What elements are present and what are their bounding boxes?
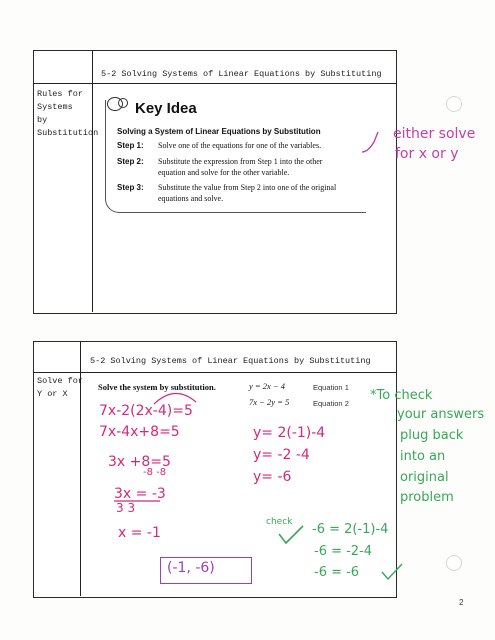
work-step: y= -6 [253,469,292,485]
key-idea-icon [118,98,128,108]
rule-title: Solving a System of Linear Equations by Substitution [117,127,321,136]
tip-line: your answers [397,407,485,422]
punch-hole [446,555,462,571]
tip-line: plug back [400,428,464,443]
work-step: -8 -8 [143,467,167,478]
work-step: 7x-4x+8=5 [99,424,180,440]
slide-2-side-label: Solve for Y or X [37,376,83,399]
punch-hole [446,96,462,112]
tip-line: into an [400,449,446,464]
work-step: 3x = -3 [114,486,166,502]
check-line: -6 = -6 [314,565,360,580]
slide-1-side-label: Rules for Systems by Substitution [37,89,99,138]
note-line: either solve [393,126,476,142]
work-step: 3 3 [116,501,136,515]
step-1-label: Step 1: [117,141,144,150]
checkmark-icon [380,562,404,582]
check-line: -6 = -2-4 [314,544,373,559]
equation-1-label: Equation 1 [313,383,349,392]
answer: (-1, -6) [167,560,215,576]
work-step: 3x +8=5 [108,454,171,470]
step-2-label: Step 2: [117,157,144,166]
work-step: y= -2 -4 [253,447,310,463]
work-step: x = -1 [118,525,161,541]
slide-1-header-rule [33,83,396,84]
tip-line: *To check [370,388,433,403]
problem-statement: Solve the system by substitution. [98,382,216,392]
step-2-text: Substitute the expression from Step 1 into the other [158,157,323,166]
step-1-text: Solve one of the equations for one of the variables. [158,141,322,150]
equation-1: y = 2x − 4 [249,381,286,391]
note-line: for x or y [395,146,459,162]
step-3-text: equations and solve. [158,194,224,203]
step-3-text: Substitute the value from Step 2 into one of the original [158,183,337,192]
equation-2: 7x − 2y = 5 [249,397,290,407]
check-line: -6 = 2(-1)-4 [312,522,389,537]
equation-2-label: Equation 2 [313,399,349,408]
work-step: 7x-2(2x-4)=5 [99,403,193,419]
fraction-bar [112,498,162,504]
tip-line: problem [400,490,454,505]
checkmark-icon [276,524,306,546]
step-2-text: equation and solve for the other variable. [158,168,290,177]
tip-line: original [400,470,449,485]
key-idea-title: Key Idea [135,100,197,117]
step-3-label: Step 3: [117,183,144,192]
work-step: y= 2(-1)-4 [253,425,326,441]
slide-2-header: 5-2 Solving Systems of Linear Equations by Substituting [90,356,371,366]
slide-1-header: 5-2 Solving Systems of Linear Equations by Substituting [101,69,382,79]
check-label: check [266,517,293,527]
slide-2-header-rule [33,372,396,373]
page-number: 2 [459,598,464,607]
